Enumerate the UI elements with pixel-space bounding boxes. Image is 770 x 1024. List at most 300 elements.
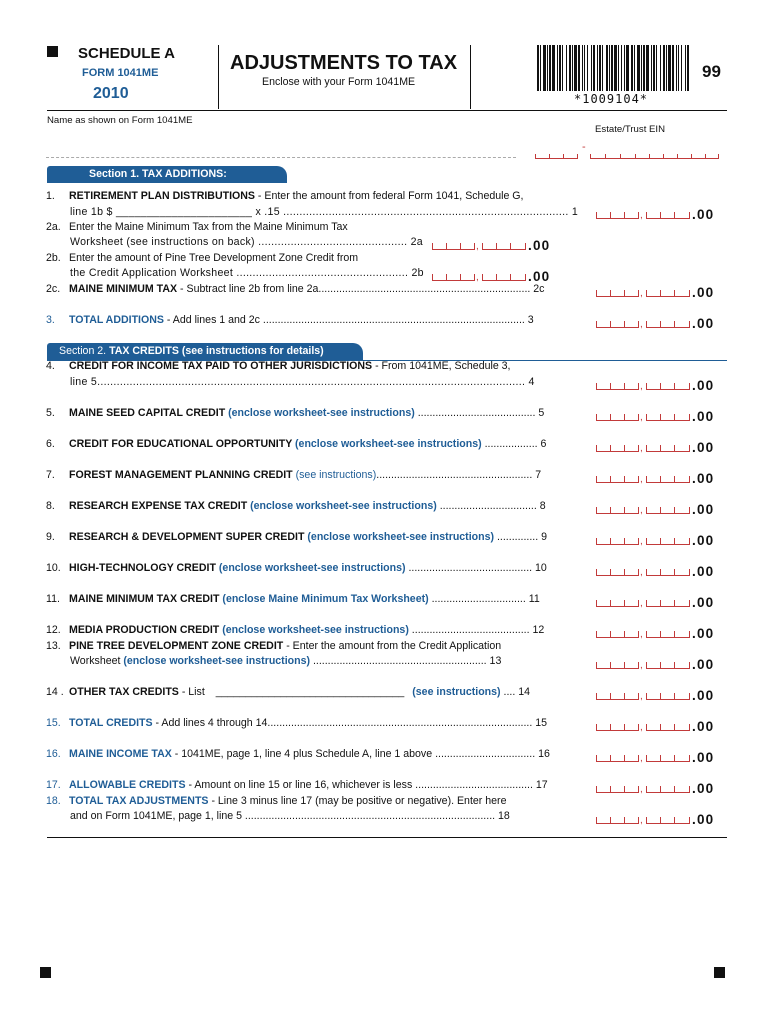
line-15-num: 15. [46,717,61,729]
digit-divider [638,600,639,607]
barcode-bar [666,45,667,91]
ein-digit-divider [718,154,719,159]
line-7-title: FOREST MANAGEMENT PLANNING CREDIT [69,469,293,481]
digit-divider [674,476,675,483]
digit-divider [646,507,647,514]
digit-divider [638,321,639,328]
digit-divider [689,569,690,576]
line-12-title: MEDIA PRODUCTION CREDIT [69,624,220,636]
digit-divider [525,274,526,281]
line-9-note: (enclose worksheet-see instructions) [304,531,495,543]
digit-divider [689,786,690,793]
line-17-num: 17. [46,779,61,791]
barcode-bar [653,45,655,91]
thousands-separator: , [640,722,643,733]
digit-divider [596,212,597,219]
digit-divider [689,817,690,824]
line-4-text: - From 1041ME, Schedule 3, [372,360,511,372]
line-17-title: ALLOWABLE CREDITS [69,779,186,791]
digit-divider [610,538,611,545]
digit-divider [689,445,690,452]
ein-dash: - [582,141,586,153]
digit-divider [646,786,647,793]
thousands-separator: , [640,474,643,485]
line-8-num: 8. [46,500,55,512]
amount-field-line-9[interactable] [596,531,726,548]
line-15-title: TOTAL CREDITS [69,717,153,729]
line-13-num: 13. [46,640,61,652]
line-14 [46,686,530,698]
digit-divider [660,290,661,297]
digit-divider [674,414,675,421]
line-17-text: - Amount on line 15 or line 16, whichever is less ........................................ 17 [185,779,548,791]
digit-divider [674,383,675,390]
barcode-bar [584,45,585,91]
digit-divider [510,243,511,250]
ein-label: Estate/Trust EIN [595,124,666,135]
digit-divider [646,212,647,219]
ein-digit-divider [677,154,678,159]
thousands-separator: , [640,381,643,392]
line-2b-text: Enter the amount of Pine Tree Development Zone Credit from [69,252,359,264]
line-2a-text: Enter the Maine Minimum Tax from the Maine Minimum Tax [69,221,348,233]
ein-digit-divider [590,154,591,159]
digit-divider [674,212,675,219]
thousands-separator: , [640,598,643,609]
digit-divider [624,212,625,219]
line-4 [46,360,511,372]
ein-digit-divider [649,154,650,159]
digit-divider [610,600,611,607]
section-2-header [47,343,363,360]
line-14-dots: .... 14 [500,686,531,698]
barcode-bar [681,45,682,91]
amount-field-line-18[interactable] [596,810,726,827]
cents-label: .00 [692,595,715,610]
line-13-cont-a: Worksheet [70,655,124,667]
line-12 [46,624,544,636]
barcode-bar [641,45,642,91]
line-1-title: RETIREMENT PLAN DISTRIBUTIONS [69,190,255,202]
digit-divider [596,414,597,421]
ein-digit-divider [663,154,664,159]
thousands-separator: , [640,443,643,454]
ein-field[interactable] [535,141,725,159]
amount-field-line-2c[interactable] [596,283,726,300]
digit-divider [638,414,639,421]
barcode-bar [646,45,649,91]
barcode-text: *1009104* [574,92,649,106]
cents-label: .00 [692,564,715,579]
digit-divider [660,693,661,700]
barcode-bar [549,45,551,91]
other-credits-list-field[interactable]: ________________________________ [215,686,405,698]
digit-divider [646,476,647,483]
digit-divider [638,755,639,762]
digit-divider [638,693,639,700]
digit-divider [638,476,639,483]
digit-divider [660,786,661,793]
cents-label: .00 [692,626,715,641]
digit-divider [674,290,675,297]
line-8-dots: ................................. 8 [436,500,546,512]
digit-divider [474,274,475,281]
line-5-note: (enclose worksheet-see instructions) [225,407,415,419]
line-11-num: 11. [46,593,60,605]
barcode-bar [651,45,652,91]
form-label: FORM 1041ME [82,67,159,79]
thousands-separator: , [640,412,643,423]
line-13-note: (enclose worksheet-see instructions) [123,655,311,667]
line-5 [46,407,544,419]
line-11-dots: ................................ 11 [428,593,540,605]
digit-divider [638,662,639,669]
digit-divider [446,243,447,250]
cents-label: .00 [528,238,551,253]
thousands-separator: , [476,241,479,252]
amount-field-line-17[interactable] [596,779,726,796]
digit-divider [596,631,597,638]
line-15 [46,717,547,729]
digit-divider [496,274,497,281]
line-6-title: CREDIT FOR EDUCATIONAL OPPORTUNITY [69,438,293,450]
digit-divider [596,383,597,390]
thousands-separator: , [640,784,643,795]
digit-divider [610,414,611,421]
line-13 [46,640,501,652]
thousands-separator: , [640,288,643,299]
digit-divider [674,631,675,638]
line-13-text: - Enter the amount from the Credit Application [283,640,502,652]
digit-divider [660,383,661,390]
line-18 [46,795,506,807]
amount-field-line-14[interactable] [596,686,726,703]
digit-divider [646,383,647,390]
thousands-separator: , [640,505,643,516]
amount-field-line-4[interactable] [596,376,726,393]
thousands-separator: , [640,536,643,547]
ein-digit-divider [535,154,536,159]
cents-label: .00 [692,657,715,672]
line-15-text: - Add lines 4 through 14.......................................................................................... 15 [152,717,548,729]
digit-divider [610,445,611,452]
line-2c-title: MAINE MINIMUM TAX [69,283,178,295]
ein-digit-divider [635,154,636,159]
line-6-dots: .................. 6 [481,438,547,450]
line-6 [46,438,546,450]
amount-field-line-2b[interactable] [432,267,562,284]
digit-divider [624,662,625,669]
digit-divider [689,538,690,545]
barcode-bar [578,45,580,91]
amount-field-line-2a[interactable] [432,236,562,253]
digit-divider [596,290,597,297]
digit-divider [624,786,625,793]
digit-divider [689,755,690,762]
line-2b-cont: the Credit Application Worksheet ..................................................... 2b [70,267,424,279]
digit-divider [610,817,611,824]
ein-digit-divider [605,154,606,159]
barcode-graphic [536,45,690,91]
form-code: 99 [702,62,721,81]
line-16 [46,748,550,760]
barcode-bar [559,45,561,91]
line-7 [46,469,541,481]
header-divider-right [470,45,471,109]
barcode-bar [660,45,661,91]
barcode-bar [668,45,671,91]
digit-divider [674,321,675,328]
line-8-title: RESEARCH EXPENSE TAX CREDIT [69,500,248,512]
amount-field-line-15[interactable] [596,717,726,734]
cents-label: .00 [692,471,715,486]
digit-divider [610,755,611,762]
amount-field-line-10[interactable] [596,562,726,579]
digit-divider [674,662,675,669]
line-17 [46,779,548,791]
digit-divider [646,290,647,297]
line-7-dots: ..................................................... 7 [376,469,542,481]
line-5-title: MAINE SEED CAPITAL CREDIT [69,407,226,419]
barcode-bar [537,45,539,91]
digit-divider [660,600,661,607]
digit-divider [660,445,661,452]
cents-label: .00 [692,812,715,827]
digit-divider [646,414,647,421]
digit-divider [689,600,690,607]
line-8 [46,500,546,512]
digit-divider [660,662,661,669]
line-18-num: 18. [46,795,61,807]
digit-divider [596,755,597,762]
line-18-title: TOTAL TAX ADJUSTMENTS [69,795,209,807]
digit-divider [596,600,597,607]
barcode-bar [599,45,601,91]
section-1-title: Section 1. TAX ADDITIONS: [89,168,227,180]
digit-divider [624,755,625,762]
name-label: Name as shown on Form 1041ME [47,115,193,126]
digit-divider [474,243,475,250]
digit-divider [624,445,625,452]
digit-divider [646,817,647,824]
amount-field-line-3[interactable] [596,314,726,331]
line-2a [46,221,348,233]
cents-label: .00 [692,285,715,300]
header-divider-left [218,45,219,109]
line-5-dots: ........................................ 5 [414,407,545,419]
thousands-separator: , [640,210,643,221]
line-3 [46,314,534,326]
amount-field-line-6[interactable] [596,438,726,455]
digit-divider [674,538,675,545]
barcode-bar [626,45,629,91]
line-10-note: (enclose worksheet-see instructions) [215,562,406,574]
digit-divider [460,274,461,281]
digit-divider [646,693,647,700]
digit-divider [674,786,675,793]
digit-divider [638,817,639,824]
digit-divider [646,724,647,731]
digit-divider [689,693,690,700]
line-8-note: (enclose worksheet-see instructions) [247,500,437,512]
digit-divider [638,212,639,219]
digit-divider [624,600,625,607]
barcode-bar [591,45,592,91]
line-2b-num: 2b. [46,252,61,264]
digit-divider [646,631,647,638]
name-field[interactable] [46,156,516,158]
digit-divider [482,243,483,250]
digit-divider [432,243,433,250]
digit-divider [610,290,611,297]
barcode-bar [593,45,595,91]
section-2-title: TAX CREDITS (see instructions for details) [109,345,324,357]
digit-divider [496,243,497,250]
form-subtitle: Enclose with your Form 1041ME [262,76,416,88]
cents-label: .00 [692,533,715,548]
cents-label: .00 [692,688,715,703]
line-16-text: - 1041ME, page 1, line 4 plus Schedule A, line 1 above .................................. 16 [171,748,550,760]
ein-digit-divider [705,154,706,159]
line-16-num: 16. [46,748,61,760]
digit-divider [674,600,675,607]
line-12-note: (enclose worksheet-see instructions) [219,624,409,636]
amount-field-line-7[interactable] [596,469,726,486]
digit-divider [689,507,690,514]
thousands-separator: , [640,567,643,578]
line-2b [46,252,358,264]
line-13-dots: ........................................................... 13 [310,655,502,667]
digit-divider [596,693,597,700]
line-12-num: 12. [46,624,61,636]
line-4-num: 4. [46,360,55,372]
amount-field-line-1[interactable] [596,205,726,222]
cents-label: .00 [528,269,551,284]
line-13-cont [70,655,501,667]
digit-divider [610,476,611,483]
digit-divider [638,786,639,793]
barcode-bar [676,45,677,91]
line-4-title: CREDIT FOR INCOME TAX PAID TO OTHER JURISDICTIONS [69,360,373,372]
line-3-text: - Add lines 1 and 2c ......................................................................................... 3 [163,314,534,326]
digit-divider [660,538,661,545]
line-14-note: (see instructions) [412,686,501,698]
line-1-cont: line 1b $ ______________________ x .15 ........................................................................................ 1 [70,206,579,218]
corner-marker-top-left [47,46,58,57]
digit-divider [596,817,597,824]
digit-divider [460,243,461,250]
digit-divider [624,383,625,390]
amount-field-line-16[interactable] [596,748,726,765]
digit-divider [689,631,690,638]
cents-label: .00 [692,207,715,222]
digit-divider [689,383,690,390]
digit-divider [689,662,690,669]
line-10-num: 10. [46,562,61,574]
line-13-title: PINE TREE DEVELOPMENT ZONE CREDIT [69,640,284,652]
line-10-title: HIGH-TECHNOLOGY CREDIT [69,562,216,574]
line-2c-num: 2c. [46,283,61,295]
barcode-bar [685,45,686,91]
digit-divider [624,414,625,421]
digit-divider [660,321,661,328]
line-2a-num: 2a. [46,221,61,233]
digit-divider [624,290,625,297]
amount-field-line-5[interactable] [596,407,726,424]
amount-field-line-8[interactable] [596,500,726,517]
barcode-bar [609,45,610,91]
digit-divider [596,321,597,328]
line-3-title: TOTAL ADDITIONS [69,314,164,326]
digit-divider [689,321,690,328]
line-16-title: MAINE INCOME TAX [69,748,172,760]
digit-divider [596,445,597,452]
digit-divider [525,243,526,250]
barcode-bar [637,45,640,91]
barcode-bar [618,45,619,91]
barcode-bar [574,45,577,91]
barcode-bar [552,45,555,91]
digit-divider [689,724,690,731]
ein-digit-divider [691,154,692,159]
barcode-bar [611,45,613,91]
barcode-bar [656,45,657,91]
cents-label: .00 [692,440,715,455]
line-14-title: OTHER TAX CREDITS [69,686,179,698]
barcode-bar [543,45,546,91]
line-1-text: - Enter the amount from federal Form 1041, Schedule G, [254,190,524,202]
barcode-bar [569,45,571,91]
amount-field-line-11[interactable] [596,593,726,610]
barcode [536,45,690,91]
digit-divider [689,290,690,297]
digit-divider [660,507,661,514]
ein-digit-divider [620,154,621,159]
digit-divider [596,507,597,514]
tax-year: 2010 [93,85,129,102]
digit-divider [646,445,647,452]
barcode-bar [687,45,689,91]
digit-divider [674,693,675,700]
digit-divider [596,569,597,576]
cents-label: .00 [692,719,715,734]
digit-divider [610,786,611,793]
digit-divider [646,569,647,576]
line-6-num: 6. [46,438,55,450]
barcode-bar [587,45,588,91]
digit-divider [596,786,597,793]
digit-divider [624,817,625,824]
digit-divider [660,631,661,638]
digit-divider [646,600,647,607]
amount-field-line-13[interactable] [596,655,726,672]
digit-divider [638,507,639,514]
line-3-num: 3. [46,314,55,326]
digit-divider [610,321,611,328]
digit-divider [674,445,675,452]
thousands-separator: , [640,319,643,330]
amount-field-line-12[interactable] [596,624,726,641]
digit-divider [660,755,661,762]
digit-divider [638,569,639,576]
barcode-bar [597,45,598,91]
line-9-dots: .............. 9 [494,531,548,543]
section-1-header [47,166,287,183]
barcode-bar [606,45,608,91]
barcode-bar [540,45,541,91]
schedule-label: SCHEDULE A [78,45,175,62]
barcode-bar [643,45,645,91]
